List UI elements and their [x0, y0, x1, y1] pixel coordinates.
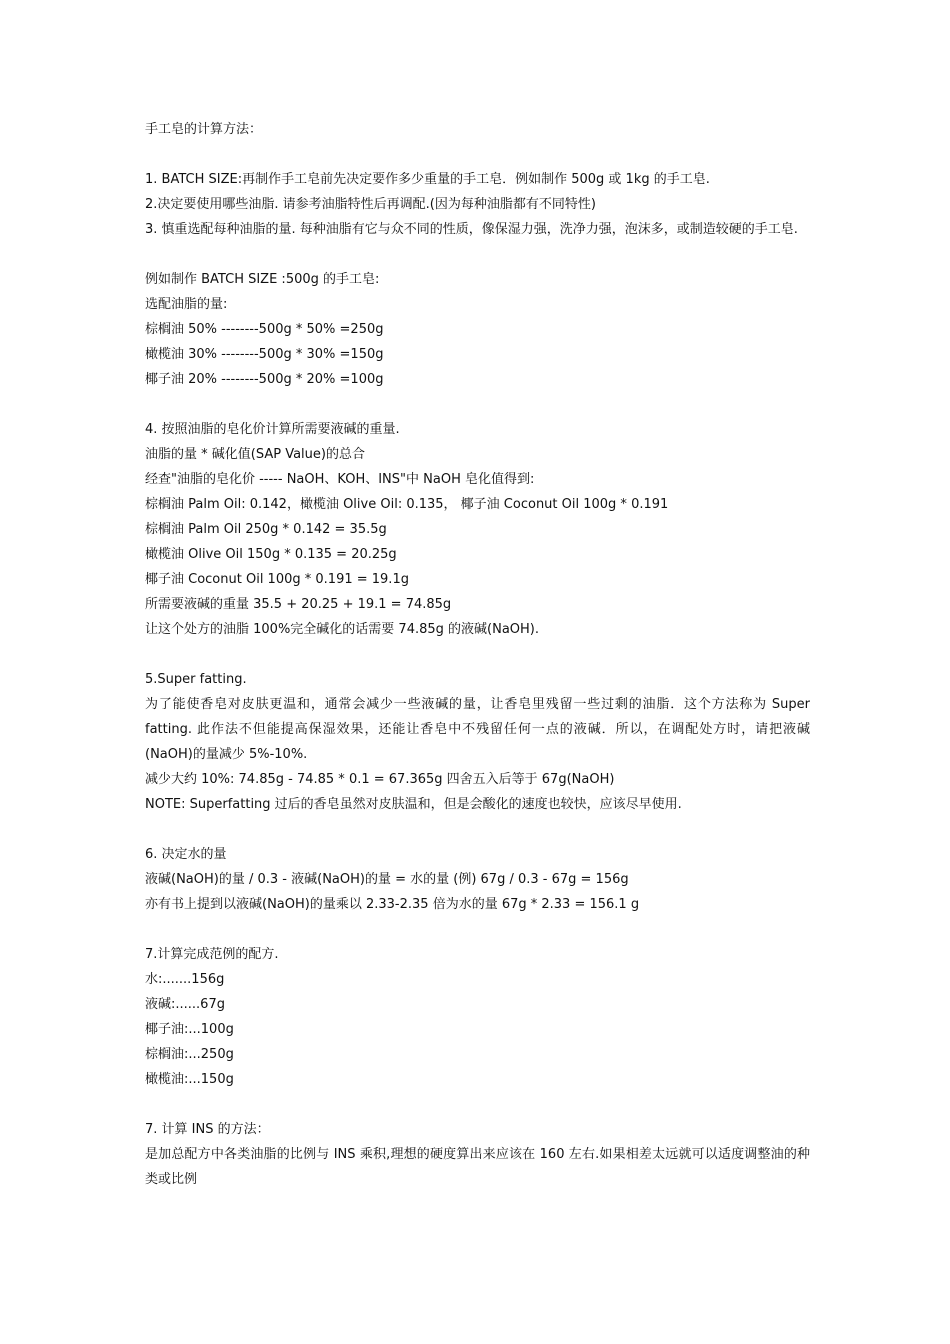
step-4-sap-values: 棕榈油 Palm Oil: 0.142，橄榄油 Olive Oil: 0.135， 椰子油 Coconut Oil 100g * 0.191 — [145, 497, 669, 512]
step-3-oil-amounts: 3. 慎重选配每种油脂的量. 每种油脂有它与众不同的性质，像保湿力强，洗净力强，泡沫多，或制造较硬的手工皂. — [145, 222, 798, 237]
document-title: 手工皂的计算方法： — [145, 122, 263, 137]
step-1-batch-size: 1. BATCH SIZE:再制作手工皂前先决定要作多少重量的手工皂．例如制作 500g 或 1kg 的手工皂. — [145, 172, 710, 187]
step-4-formula: 油脂的量 * 碱化值(SAP Value)的总合 — [145, 447, 365, 462]
paragraph-gap — [145, 142, 810, 167]
recipe-olive-oil: 橄榄油:...150g — [145, 1072, 234, 1087]
step-6-heading: 6. 决定水的量 — [145, 847, 227, 862]
recipe-palm-oil: 棕榈油:...250g — [145, 1047, 234, 1062]
step-5-explanation: 为了能使香皂对皮肤更温和，通常会减少一些液碱的量，让香皂里残留一些过剩的油脂．这个方法称为 Super fatting. 此作法不但能提高保湿效果，还能让香皂中不残留任何一点的液碱．所以，在调配处方时，请把液碱(NaOH)的量减少 5%-10%. — [145, 697, 810, 762]
recipe-lye: 液碱:......67g — [145, 997, 225, 1012]
example-intro: 例如制作 BATCH SIZE :500g 的手工皂: — [145, 272, 380, 287]
paragraph-gap — [145, 392, 810, 417]
step-7-heading: 7.计算完成范例的配方. — [145, 947, 279, 962]
paragraph-gap — [145, 917, 810, 942]
step-2-choose-oils: 2.决定要使用哪些油脂. 请参考油脂特性后再调配.(因为每种油脂都有不同特性) — [145, 197, 596, 212]
paragraph-gap — [145, 242, 810, 267]
ins-heading: 7. 计算 INS 的方法： — [145, 1122, 270, 1137]
step-4-coconut-calc: 椰子油 Coconut Oil 100g * 0.191 = 19.1g — [145, 572, 409, 587]
step-6-formula: 液碱(NaOH)的量 / 0.3 - 液碱(NaOH)的量 = 水的量 (例) 67g / 0.3 - 67g = 156g — [145, 872, 629, 887]
example-olive-oil: 橄榄油 30% --------500g * 30% =150g — [145, 347, 384, 362]
paragraph-gap — [145, 1092, 810, 1117]
step-4-heading: 4. 按照油脂的皂化价计算所需要液碱的重量. — [145, 422, 400, 437]
paragraph-gap — [145, 642, 810, 667]
recipe-water: 水:.......156g — [145, 972, 225, 987]
step-4-palm-calc: 棕榈油 Palm Oil 250g * 0.142 = 35.5g — [145, 522, 387, 537]
document-page — [145, 117, 810, 1192]
step-4-conclusion: 让这个处方的油脂 100%完全碱化的话需要 74.85g 的液碱(NaOH). — [145, 622, 540, 637]
example-oil-heading: 选配油脂的量: — [145, 297, 228, 312]
example-coconut-oil: 椰子油 20% --------500g * 20% =100g — [145, 372, 384, 387]
step-5-reduction: 减少大约 10%: 74.85g - 74.85 * 0.1 = 67.365g 四舍五入后等于 67g(NaOH) — [145, 772, 615, 787]
example-palm-oil: 棕榈油 50% --------500g * 50% =250g — [145, 322, 384, 337]
ins-explanation: 是加总配方中各类油脂的比例与 INS 乘积,理想的硬度算出来应该在 160 左右.如果相差太远就可以适度调整油的种类或比例 — [145, 1147, 810, 1187]
step-4-olive-calc: 橄榄油 Olive Oil 150g * 0.135 = 20.25g — [145, 547, 397, 562]
step-6-alternative: 亦有书上提到以液碱(NaOH)的量乘以 2.33-2.35 倍为水的量 67g * 2.33 = 156.1 g — [145, 897, 640, 912]
paragraph-gap — [145, 817, 810, 842]
recipe-coconut-oil: 椰子油:...100g — [145, 1022, 234, 1037]
step-5-note: NOTE: Superfatting 过后的香皂虽然对皮肤温和，但是会酸化的速度也较快，应该尽早使用. — [145, 797, 682, 812]
step-4-lookup: 经查"油脂的皂化价 ----- NaOH、KOH、INS"中 NaOH 皂化值得到: — [145, 472, 535, 487]
step-4-total: 所需要液碱的重量 35.5 + 20.25 + 19.1 = 74.85g — [145, 597, 452, 612]
step-5-heading: 5.Super fatting. — [145, 672, 247, 687]
